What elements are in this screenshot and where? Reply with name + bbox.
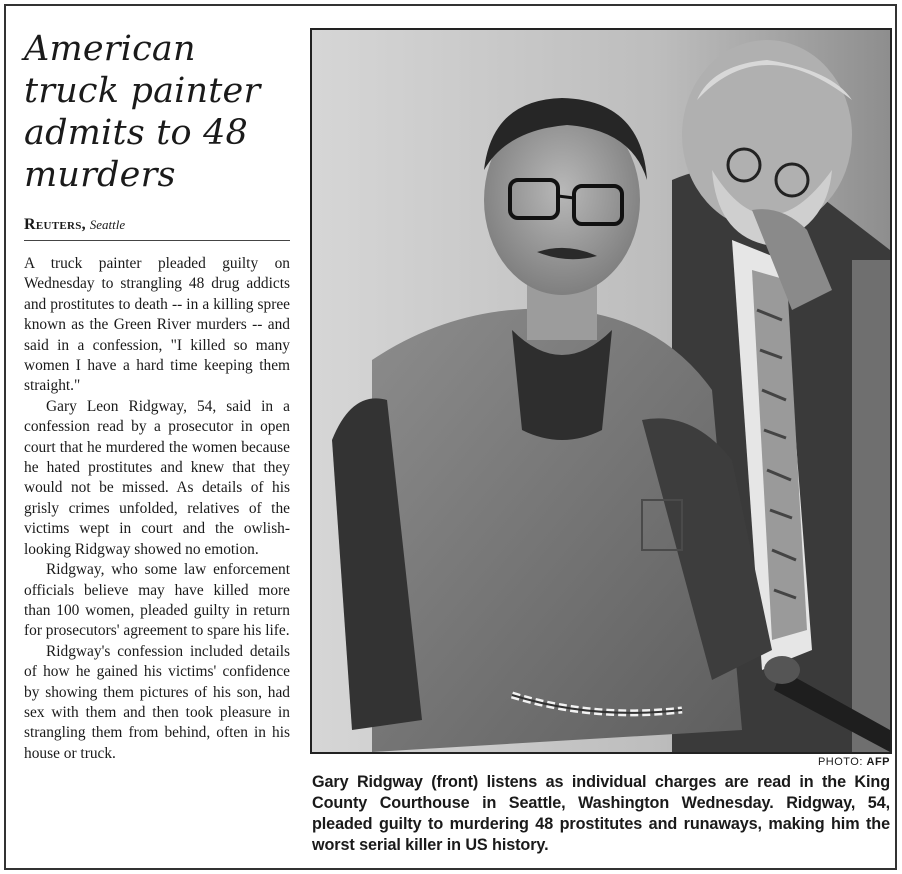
byline-agency: Reuters, bbox=[24, 216, 86, 233]
article-paragraph: Ridgway, who some law enforcement officials believe may have killed more than 100 women, pleaded guilty in return for prosecutors' agreement to spare his life. bbox=[24, 561, 290, 640]
news-photo bbox=[310, 28, 892, 754]
photo-caption: Gary Ridgway (front) listens as individual charges are read in the King County Courthouse in Seattle, Washington Wednesday. Ridgway, 54, pleaded guilty to murdering 48 prostitutes and runaways, making him the worst serial killer in US history. bbox=[312, 773, 890, 854]
article-body bbox=[24, 254, 290, 764]
byline bbox=[24, 216, 290, 241]
photo-credit bbox=[310, 756, 890, 768]
photo-credit-source: AFP bbox=[866, 756, 890, 768]
courtroom-photo-illustration bbox=[312, 30, 890, 752]
article-paragraph: Gary Leon Ridgway, 54, said in a confession read by a prosecutor in open court that he murdered the women because he hated prostitutes and knew that they would not be missed. As details of his grisly crimes unfolded, relatives of the victims wept in court and the owlish-looking Ridgway showed no emotion. bbox=[24, 397, 290, 558]
photo-credit-label: PHOTO: bbox=[817, 756, 863, 768]
newspaper-clipping bbox=[4, 4, 897, 870]
article-paragraph: Ridgway's confession included details of how he gained his victims' confidence by showing them pictures of his son, had sex with them and then took pleasure in strangling them from behind, often in his house or truck. bbox=[24, 642, 290, 762]
article-paragraph: A truck painter pleaded guilty on Wednesday to strangling 48 drug addicts and prostitutes to death -- in a killing spree known as the Green River murders -- and said in a confession, "I killed so many women I have a hard time keeping them straight." bbox=[24, 255, 290, 395]
byline-city: Seattle bbox=[89, 217, 126, 232]
headline: American truck painter admits to 48 murders bbox=[24, 29, 261, 195]
article-column bbox=[24, 20, 290, 764]
